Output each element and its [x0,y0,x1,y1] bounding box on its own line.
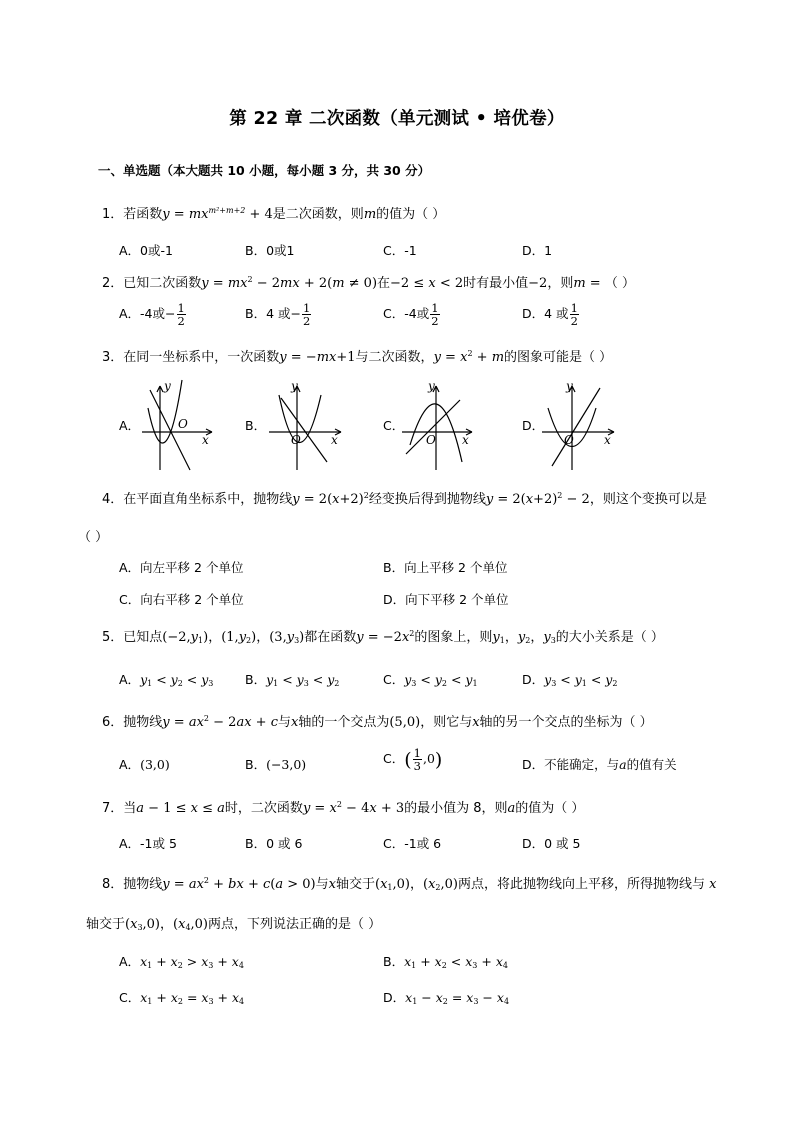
q2-option-a[interactable]: A．-4或− $\frac{1}{2}$ [119,301,185,328]
question-1: 1．若函数$y = mx^{m^2+m+2} + 4$是二次函数，则m的值为（ ） [102,206,446,222]
svg-text:x: x [604,433,611,447]
q7-option-a[interactable]: A．-1或 5 [119,836,177,851]
page-title: 第 22 章 二次函数（单元测试 • 培优卷） [229,109,565,129]
q4-option-c[interactable]: C．向右平移 2 个单位 [119,592,244,607]
q1-option-d[interactable]: D．1 [522,243,553,258]
q1-option-c[interactable]: C．-1 [383,243,417,258]
q6-option-d[interactable]: D．不能确定，与a的值有关 [522,757,677,772]
q8-option-b[interactable]: B．$x_1 + x_2 < x_3 + x_4$ [383,954,508,970]
svg-text:y: y [428,379,435,393]
q7-option-d[interactable]: D．0 或 5 [522,836,581,851]
q1-option-b[interactable]: B．0或1 [245,243,295,258]
q3-option-d-label[interactable]: D． [522,418,545,433]
q5-option-b[interactable]: B．$y_1 < y_3 < y_2$ [245,672,340,688]
q4-option-a[interactable]: A．向左平移 2 个单位 [119,560,244,575]
svg-text:y: y [566,379,573,393]
q3-graph-c[interactable] [400,380,480,470]
question-5: 5．已知点$(-2,y_1)$，$(1,y_2)$，$(3,y_3)$都在函数$y = -2x^2$的图象上，则$y_1$，$y_2$，$y_3$的大小关系是（ ） [102,629,664,645]
y-label: y [164,379,171,393]
q3-graph-b[interactable] [265,380,345,470]
section-heading: 一、单选题（本大题共 10 小题，每小题 3 分，共 30 分） [98,163,431,178]
q5-option-a[interactable]: A．$y_1 < y_2 < y_3$ [119,672,214,688]
q8-option-c[interactable]: C．$x_1 + x_2 = x_3 + x_4$ [119,990,245,1006]
origin-label: O [178,417,188,431]
q8-option-d[interactable]: D．$x_1 - x_2 = x_3 - x_4$ [383,990,510,1006]
svg-text:x: x [331,433,338,447]
question-4: 4．在平面直角坐标系中，抛物线$y = 2(x+2)^2$经变换后得到抛物线$y = 2(x+2)^2 - 2$，则这个变换可以是 [102,491,707,507]
q3-graph-d[interactable] [538,380,618,470]
q6-option-a[interactable]: A．(3,0) [119,757,170,772]
q3-option-c-label[interactable]: C． [383,418,405,433]
svg-text:x: x [462,433,469,447]
svg-text:O: O [291,433,301,447]
q4-option-b[interactable]: B．向上平移 2 个单位 [383,560,508,575]
q6-option-c[interactable]: C．( $\frac{1}{3}$ ,0) [383,746,443,773]
svg-text:O: O [564,433,574,447]
q7-option-c[interactable]: C．-1或 6 [383,836,442,851]
question-8: 8．抛物线$y = ax^2$ + bx + c(a > 0)与x轴交于$(x_1,0)$，$(x_2,0)$两点，将此抛物线向上平移，所得抛物线与 x [102,876,717,892]
q3-graph-a[interactable] [140,380,220,470]
q1-option-a[interactable]: A．0或-1 [119,243,173,258]
q4-paren: （ ） [78,530,109,545]
q5-option-c[interactable]: C．$y_3 < y_2 < y_1$ [383,672,478,688]
q2-option-c[interactable]: C．-4或 $\frac{1}{2}$ [383,301,439,328]
q8-option-a[interactable]: A．$x_1 + x_2 > x_3 + x_4$ [119,954,244,970]
q2-option-b[interactable]: B．4 或− $\frac{1}{2}$ [245,301,311,328]
svg-text:O: O [426,433,436,447]
question-3: 3．在同一坐标系中，一次函数y = −mx+1与二次函数，$y = x^2 + m$的图象可能是（ ） [102,349,613,365]
svg-text:y: y [291,379,298,393]
question-8-line-2: 轴交于$(x_3,0)$，$(x_4,0)$两点，下列说法正确的是（ ） [86,917,382,932]
question-7: 7．当a − 1 ≤ x ≤ a时，二次函数$y = x^2 - 4x + 3$的最小值为 8，则a的值为（ ） [102,800,585,816]
q5-option-d[interactable]: D．$y_3 < y_1 < y_2$ [522,672,618,688]
question-2: 2．已知二次函数$y = mx^2 - 2mx + 2(m \ne 0)$在−2 ≤ x < 2时有最小值−2，则m = （ ） [102,275,635,291]
q2-option-d[interactable]: D．4 或 $\frac{1}{2}$ [522,301,578,328]
q6-option-b[interactable]: B．(−3,0) [245,757,307,772]
x-label: x [202,433,209,447]
q7-option-b[interactable]: B．0 或 6 [245,836,303,851]
q3-option-b-label[interactable]: B． [245,418,267,433]
question-6: 6．抛物线$y = ax^2 - 2ax + c$与x轴的一个交点为(5,0)，则它与x轴的另一个交点的坐标为（ ） [102,714,653,730]
q4-option-d[interactable]: D．向下平移 2 个单位 [383,592,509,607]
q3-option-a-label[interactable]: A． [119,418,141,433]
